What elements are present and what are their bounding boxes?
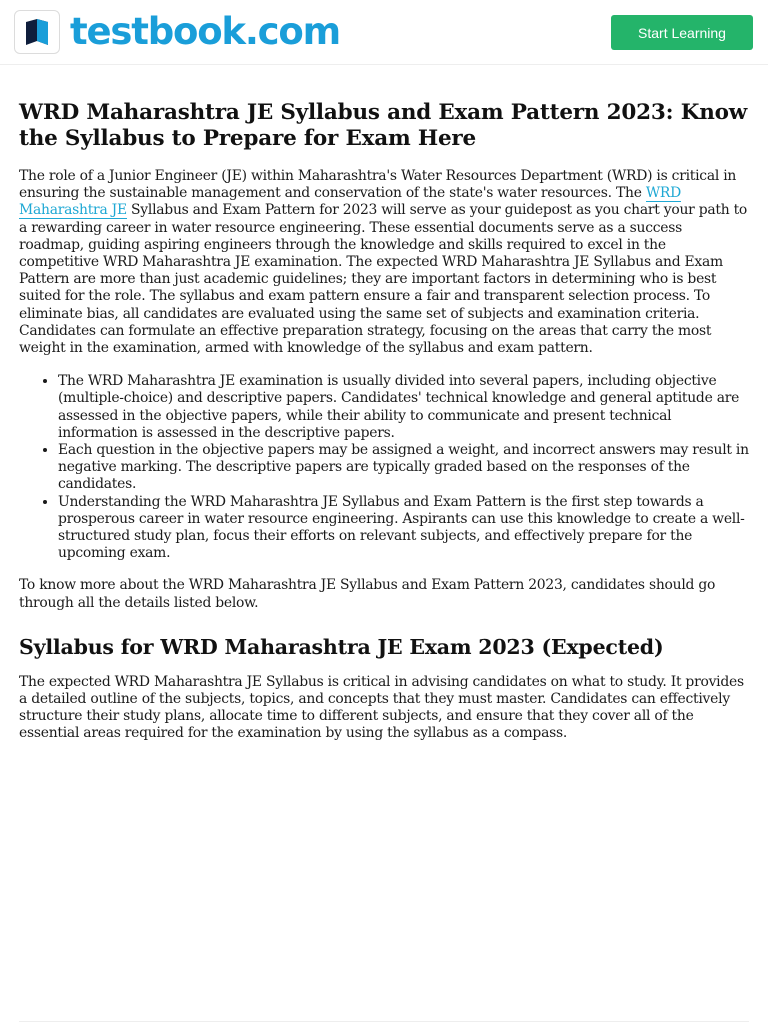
section-paragraph: The expected WRD Maharashtra JE Syllabus is critical in advising candidates on what to study. It provides a detailed outline of the subjects, topics, and concepts that they must master. Candidates can effectively structure their study plans, allocate time to different subjects, and ensure that they cover all of the essential areas required for the examination by using the syllabus as a compass. bbox=[19, 673, 744, 742]
intro-text-start: The role of a Junior Engineer (JE) within Maharashtra's Water Resources Department (WRD) is critical in ensuring the sustainable management and conservation of the state's water resources. The bbox=[19, 168, 737, 202]
site-header bbox=[0, 0, 768, 65]
list-item: • Understanding the WRD Maharashtra JE Syllabus and Exam Pattern is the first step towards a prosperous career in water resource engineering. Aspirants can use this knowledge to create a well-structured study plan, focus their efforts on relevant subjects, and effectively prepare for the upcoming exam. bbox=[58, 494, 749, 563]
list-item: • Each question in the objective papers may be assigned a weight, and incorrect answers may result in negative marking. The descriptive papers are typically graded based on the responses of the candidates. bbox=[58, 442, 749, 494]
intro-text-end: Syllabus and Exam Pattern for 2023 will serve as your guidepost as you chart your path to a rewarding career in water resource engineering. These essential documents serve as a success roadmap, guiding aspiring engineers through the knowledge and skills required to excel in the competitive WRD Maharashtra JE examination. The expected WRD Maharashtra JE Syllabus and Exam Pattern are more than just academic guidelines; they are important factors in determining who is best suited for the role. The syllabus and exam pattern ensure a fair and transparent selection process. To eliminate bias, all candidates are evaluated using the same set of subjects and examination criteria. Candidates can formulate an effective preparation strategy, focusing on the areas that carry the most weight in the examination, armed with knowledge of the syllabus and exam pattern. bbox=[19, 202, 748, 357]
start-learning-button[interactable]: Start Learning bbox=[611, 15, 753, 50]
section-heading: Syllabus for WRD Maharashtra JE Exam 2023 (Expected) bbox=[19, 634, 664, 659]
testbook-logo[interactable] bbox=[14, 10, 340, 54]
intro-paragraph bbox=[19, 168, 749, 357]
key-points-list bbox=[19, 373, 749, 562]
logo-wordmark: testbook.com bbox=[70, 10, 340, 53]
outro-paragraph: To know more about the WRD Maharashtra JE Syllabus and Exam Pattern 2023, candidates should go through all the details listed below. bbox=[19, 577, 716, 611]
list-item: • The WRD Maharashtra JE examination is usually divided into several papers, including objective (multiple-choice) and descriptive papers. Candidates' technical knowledge and general aptitude are assessed in the objective papers, while their ability to communicate and present technical information is assessed in the descriptive papers. bbox=[58, 373, 749, 442]
wrd-maharashtra-je-link[interactable]: WRD Maharashtra JE bbox=[19, 185, 681, 219]
bottom-divider bbox=[19, 1021, 749, 1022]
article-title: WRD Maharashtra JE Syllabus and Exam Pattern 2023: Know the Syllabus to Prepare for Exam Here bbox=[19, 100, 748, 151]
article bbox=[19, 100, 749, 743]
testbook-logo-icon bbox=[14, 10, 60, 54]
